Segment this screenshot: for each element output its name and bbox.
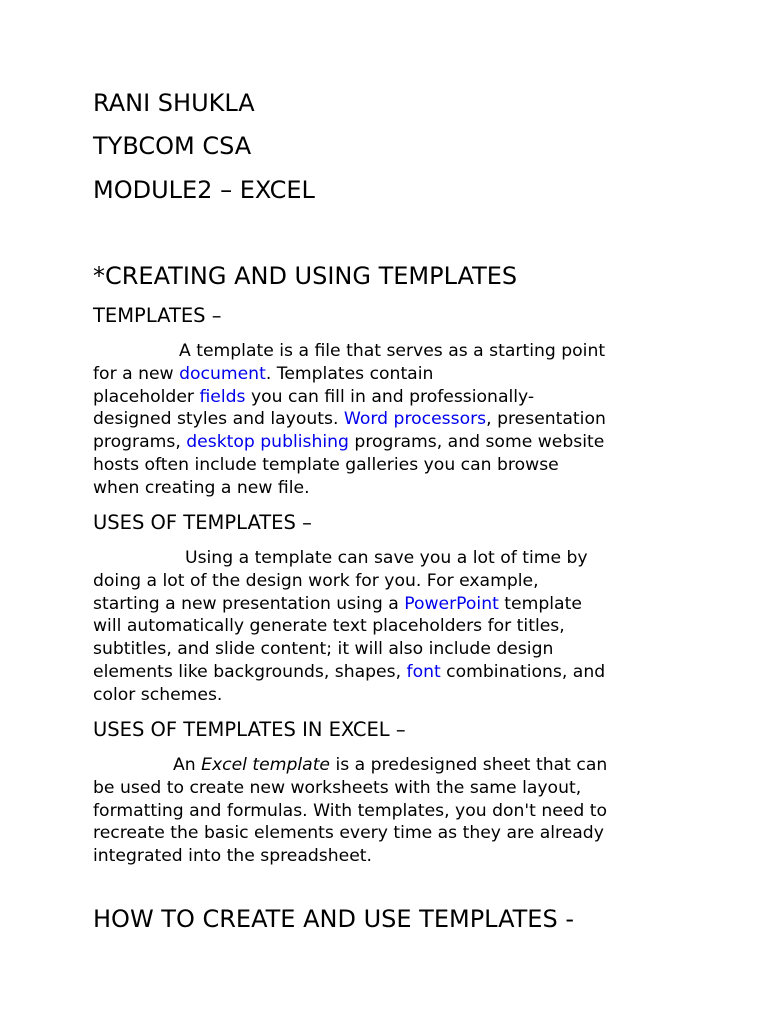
excel-template-term: Excel template (201, 755, 331, 775)
uses-paragraph (93, 547, 683, 707)
fields-link[interactable]: fields (199, 386, 246, 407)
excel-line-4: recreate the basic elements every time as they are already (93, 823, 604, 844)
uses-line-1: Using a template can save you a lot of time by (185, 548, 588, 568)
templates-paragraph (93, 340, 683, 500)
templates-line-7: when creating a new file. (93, 477, 310, 498)
word-processors-link[interactable]: Word processors (343, 409, 487, 430)
module-title: MODULE2 – EXCEL (93, 176, 315, 204)
templates-line-2: for a new document. Templates contain (93, 363, 434, 384)
excel-paragraph (93, 754, 683, 868)
templates-line-4: designed styles and layouts. Word processors, presentation (93, 409, 606, 430)
howto-title: HOW TO CREATE AND USE TEMPLATES - (93, 905, 574, 933)
section-title: *CREATING AND USING TEMPLATES (93, 262, 518, 290)
templates-line-6: hosts often include template galleries you can browse (93, 454, 559, 475)
powerpoint-link[interactable]: PowerPoint (404, 593, 499, 614)
excel-line-5: integrated into the spreadsheet. (93, 846, 373, 867)
excel-line-3: formatting and formulas. With templates, you don't need to (93, 800, 607, 821)
templates-line-3: placeholder fields you can fill in and professionally- (93, 386, 535, 407)
uses-line-7: color schemes. (93, 684, 223, 705)
uses-line-4: will automatically generate text placeholders for titles, (93, 616, 565, 637)
uses-line-6: elements like backgrounds, shapes, font combinations, and (93, 661, 606, 682)
excel-line-2: be used to create new worksheets with the same layout, (93, 777, 582, 798)
templates-line-5: programs, desktop publishing programs, and some website (93, 432, 605, 453)
author-name: RANI SHUKLA (93, 89, 255, 117)
uses-line-3: starting a new presentation using a PowerPoint template (93, 593, 582, 614)
font-link[interactable]: font (406, 661, 441, 682)
class-name: TYBCOM CSA (93, 132, 252, 160)
document-link[interactable]: document (179, 363, 266, 384)
desktop-publishing-link[interactable]: desktop publishing (186, 432, 349, 453)
excel-line-1: An Excel template is a predesigned sheet that can (173, 755, 608, 775)
uses-heading: USES OF TEMPLATES – (93, 511, 312, 534)
excel-heading: USES OF TEMPLATES IN EXCEL – (93, 718, 406, 741)
uses-line-2: doing a lot of the design work for you. For example, (93, 570, 539, 591)
templates-heading: TEMPLATES – (93, 304, 222, 327)
templates-line-1: A template is a file that serves as a starting point (179, 341, 606, 361)
uses-line-5: subtitles, and slide content; it will also include design (93, 639, 554, 660)
